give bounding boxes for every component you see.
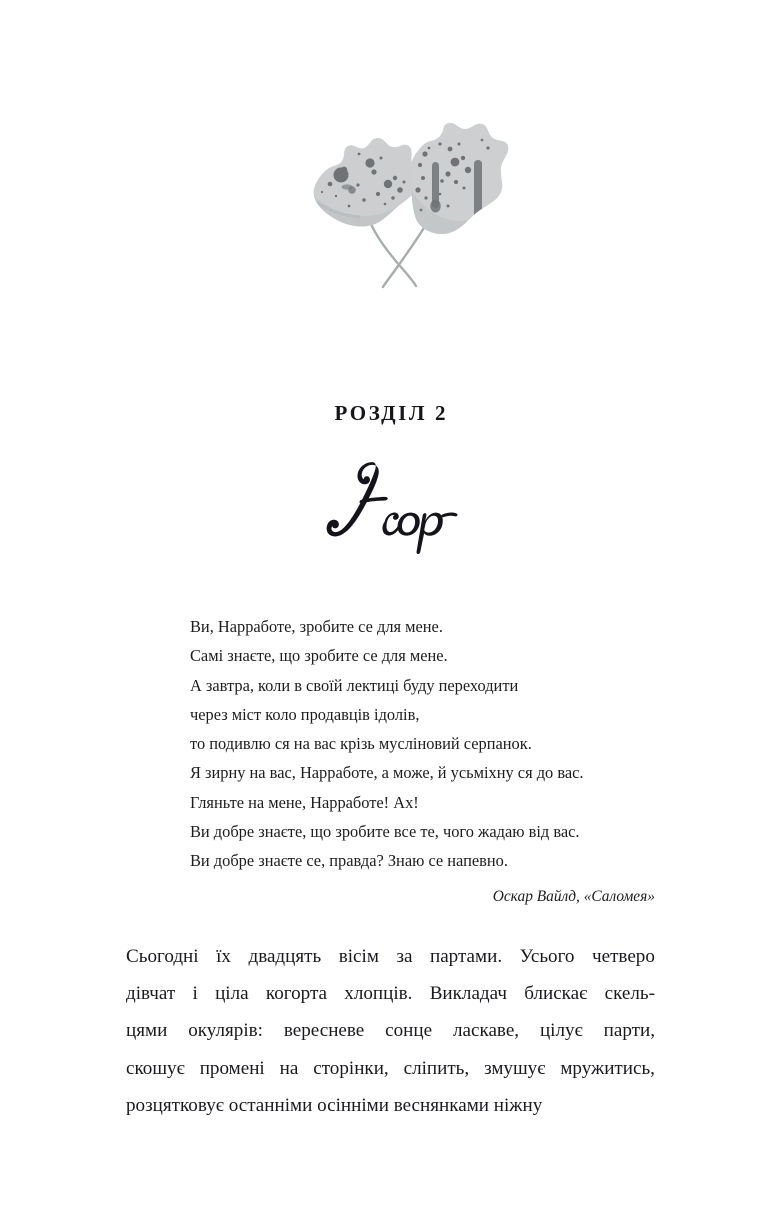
body-line: скошує промені на сторінки, сліпить, змушує мружитись, bbox=[126, 1057, 655, 1079]
epigraph-source: Оскар Вайлд, «Саломея» bbox=[492, 888, 655, 905]
chapter-label: РОЗДІЛ 2 bbox=[334, 401, 449, 425]
epigraph-line: Ви, Нарработе, зробите се для мене. bbox=[190, 617, 443, 636]
body-line: дівчат і ціла когорта хлопців. Викладач блискає скель- bbox=[126, 983, 655, 1005]
body-line: Сьогодні їх двадцять вісім за партами. Усього четверо bbox=[126, 946, 655, 967]
ginkgo-leaves-icon bbox=[292, 118, 524, 290]
epigraph-line: Я зирну на вас, Нарработе, а може, й усьміхну ся до вас. bbox=[190, 763, 584, 783]
epigraph-line: Самі знаєте, що зробите се для мене. bbox=[190, 646, 448, 666]
epigraph-line: А завтра, коли в своїй лектиці буду переходити bbox=[190, 675, 519, 695]
paragraph bbox=[126, 938, 655, 1124]
epigraph-block bbox=[190, 612, 656, 876]
leaf-stems bbox=[370, 222, 425, 287]
epigraph-line: Гляньте на мене, Нарработе! Ах! bbox=[190, 792, 419, 812]
chapter-title-script bbox=[0, 452, 780, 562]
body-line: розцятковує останніми осінніми веснянками ніжну bbox=[126, 1094, 543, 1116]
epigraph-line: то подивлю ся на вас крізь мусліновий серпанок. bbox=[190, 734, 532, 754]
epigraph-line: Ви добре знаєте се, правда? Знаю се напевно. bbox=[190, 851, 508, 871]
body-line: цями окулярів: вересневе сонце ласкаве, цілує парти, bbox=[126, 1020, 655, 1042]
epigraph-line: через міст коло продавців ідолів, bbox=[190, 704, 420, 724]
body-text bbox=[126, 938, 655, 1124]
epigraph-line: Ви добре знаєте, що зробите все те, чого жадаю від вас. bbox=[190, 822, 580, 842]
